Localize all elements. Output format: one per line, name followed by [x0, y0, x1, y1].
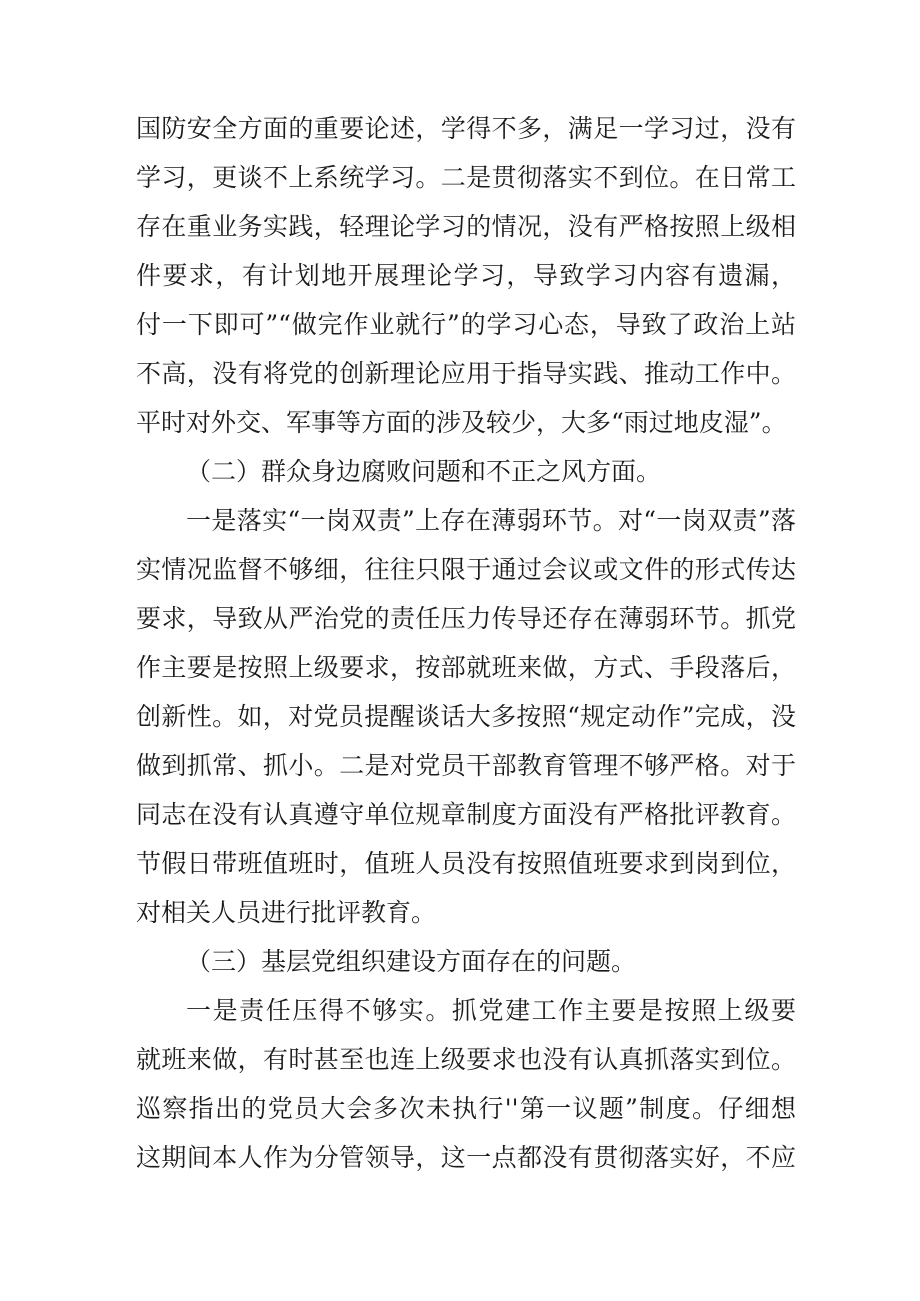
text-line: 对相关人员进行批评教育。	[136, 898, 437, 927]
text-line: 一是责任压得不够实。抓党建工作主要是按照上级要	[186, 996, 796, 1025]
paragraph-section-2	[136, 496, 796, 937]
section-heading-3: （三）基层党组织建设方面存在的问题。	[186, 947, 637, 976]
text-line: 做到抓常、抓小。二是对党员干部教育管理不够严格。对于	[136, 751, 796, 780]
text-line: 这期间本人作为分管领导，这一点都没有贯彻落实好，不应	[136, 1143, 796, 1172]
document-body	[136, 104, 796, 1182]
text-line: 要求，导致从严治党的责任压力传导还存在薄弱环节。抓党	[136, 604, 796, 633]
text-line: 巡察指出的党员大会多次未执行''第一议题”制度。仔细想	[136, 1094, 796, 1123]
text-line: 学习，更谈不上系统学习。二是贯彻落实不到位。在日常工	[136, 163, 796, 192]
text-line: 一是落实“一岗双责”上存在薄弱环节。对“一岗双责”落	[186, 506, 796, 535]
text-line: 国防安全方面的重要论述，学得不多，满足一学习过，没有	[136, 114, 796, 143]
text-line: 实情况监督不够细，往往只限于通过会议或文件的形式传达	[136, 555, 796, 584]
paragraph-continuation	[136, 104, 796, 447]
text-line: 平时对外交、军事等方面的涉及较少，大多“雨过地皮湿”。	[136, 408, 787, 437]
text-line: 作主要是按照上级要求，按部就班来做，方式、手段落后，	[136, 653, 796, 682]
text-line: 就班来做，有时甚至也连上级要求也没有认真抓落实到位。	[136, 1045, 796, 1074]
text-line: 同志在没有认真遵守单位规章制度方面没有严格批评教育。	[136, 800, 796, 829]
text-line: 付一下即可”“做完作业就行”的学习心态，导致了政治上站	[136, 310, 796, 339]
paragraph-section-3	[136, 986, 796, 1182]
text-line: 创新性。如，对党员提醒谈话大多按照“规定动作”完成，没	[136, 702, 796, 731]
text-line: 件要求，有计划地开展理论学习，导致学习内容有遗漏，	[136, 261, 796, 290]
text-line: 节假日带班值班时，值班人员没有按照值班要求到岗到位，	[136, 849, 796, 878]
text-line: 存在重业务实践，轻理论学习的情况，没有严格按照上级相	[136, 212, 796, 241]
text-line: 不高，没有将党的创新理论应用于指导实践、推动工作中。	[136, 359, 796, 388]
section-heading-2: （二）群众身边腐败问题和不正之风方面。	[186, 457, 662, 486]
